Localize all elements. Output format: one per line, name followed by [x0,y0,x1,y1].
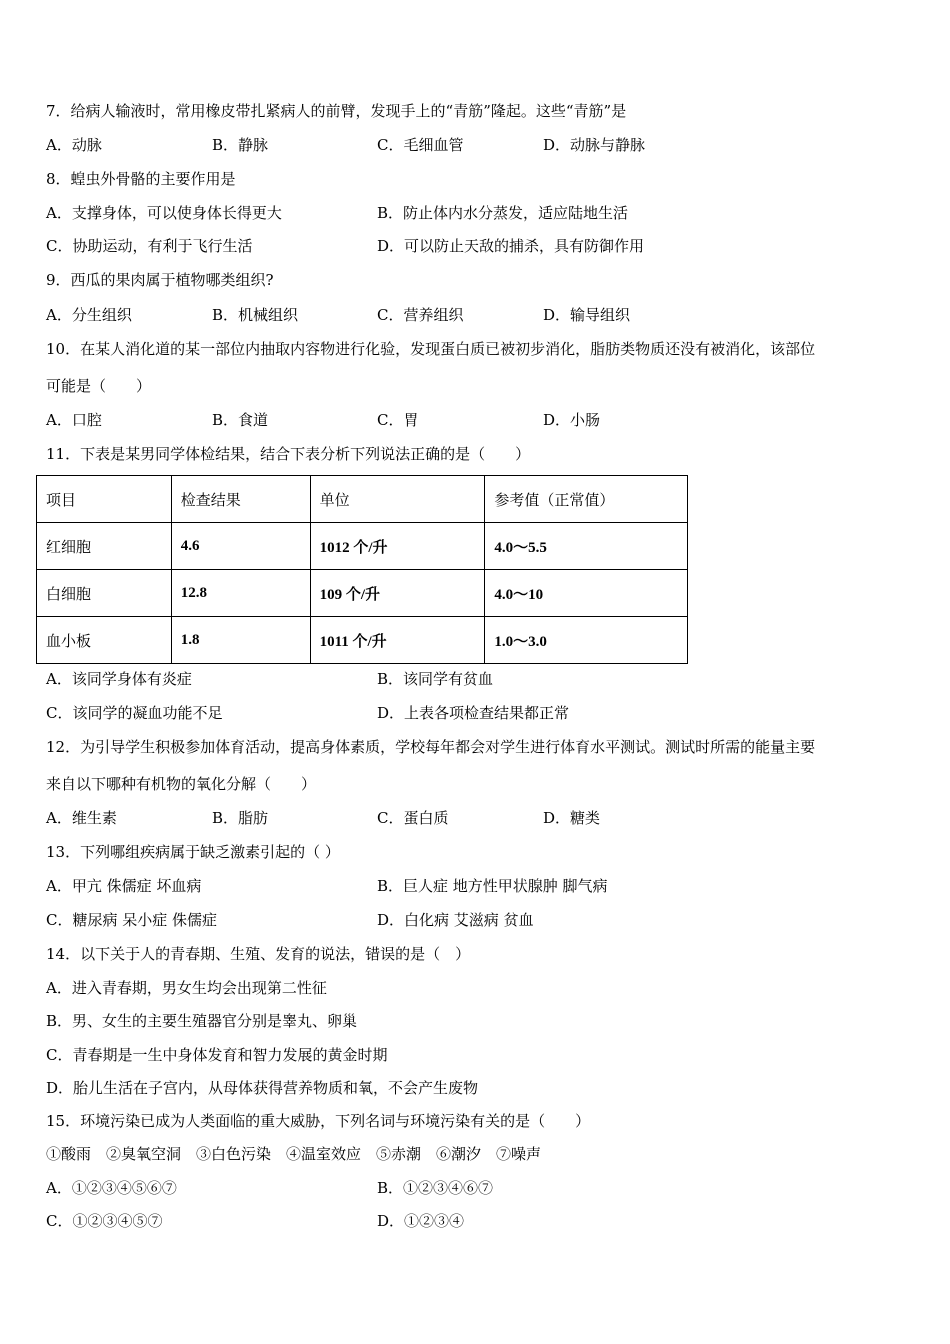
question-11-option-c[interactable]: C．该同学的凝血功能不足 [46,704,223,722]
question-10-option-c[interactable]: C．胃 [377,411,419,429]
question-11-option-d[interactable]: D．上表各项检查结果都正常 [377,704,570,722]
question-12-stem-line1: 12．为引导学生积极参加体育活动，提高身体素质，学校每年都会对学生进行体育水平测试。测试时所需的能量主要 [46,738,816,756]
question-15-option-b[interactable]: B．①②③④⑥⑦ [377,1179,494,1197]
question-10-option-b[interactable]: B．食道 [212,411,269,429]
table-header-cell: 参考值（正常值） [485,476,688,523]
question-9-option-d[interactable]: D．输导组织 [543,306,631,324]
question-9-stem: 9．西瓜的果肉属于植物哪类组织? [46,271,274,289]
question-7-option-a[interactable]: A．动脉 [46,136,102,154]
question-8-option-d[interactable]: D．可以防止天敌的捕杀，具有防御作用 [377,237,645,255]
checkup-result-table [36,475,688,664]
table-cell: 1011 个/升 [310,617,485,664]
question-9-option-b[interactable]: B．机械组织 [212,306,299,324]
question-8-option-c[interactable]: C．协助运动，有利于飞行生活 [46,237,253,255]
question-12-stem-line2: 来自以下哪种有机物的氧化分解（ ） [46,775,317,793]
table-cell: 12.8 [171,570,310,617]
question-12-option-d[interactable]: D．糖类 [543,809,601,827]
question-15-stem: 15．环境污染已成为人类面临的重大威胁，下列名词与环境污染有关的是（ ） [46,1112,591,1130]
question-13-option-c[interactable]: C．糖尿病 呆小症 侏儒症 [46,911,218,929]
question-12-option-b[interactable]: B．脂肪 [212,809,269,827]
table-cell: 1012 个/升 [310,523,485,570]
question-15-option-d[interactable]: D．①②③④ [377,1212,465,1230]
question-9-option-c[interactable]: C．营养组织 [377,306,464,324]
question-13-option-b[interactable]: B．巨人症 地方性甲状腺肿 脚气病 [377,877,608,895]
question-10-option-a[interactable]: A．口腔 [46,411,102,429]
question-14-option-c[interactable]: C．青春期是一生中身体发育和智力发展的黄金时期 [46,1046,388,1064]
table-cell: 白细胞 [37,570,172,617]
question-11-option-a[interactable]: A．该同学身体有炎症 [46,670,192,688]
question-15-option-a[interactable]: A．①②③④⑤⑥⑦ [46,1179,177,1197]
question-7-option-d[interactable]: D．动脉与静脉 [543,136,646,154]
table-header-row [37,476,688,523]
table-cell: 1.0～3.0 [485,617,688,664]
question-7-option-c[interactable]: C．毛细血管 [377,136,464,154]
table-row [37,570,688,617]
question-8-option-b[interactable]: B．防止体内水分蒸发，适应陆地生活 [377,204,629,222]
question-13-option-a[interactable]: A．甲亢 侏儒症 坏血病 [46,877,202,895]
table-cell: 109 个/升 [310,570,485,617]
table-cell: 红细胞 [37,523,172,570]
table-header-cell: 检查结果 [171,476,310,523]
question-9-option-a[interactable]: A．分生组织 [46,306,132,324]
question-8-option-a[interactable]: A．支撑身体，可以使身体长得更大 [46,204,282,222]
question-14-option-b[interactable]: B．男、女生的主要生殖器官分别是睾丸、卵巢 [46,1012,358,1030]
question-14-stem: 14．以下关于人的青春期、生殖、发育的说法，错误的是（ ） [46,945,471,963]
table-cell: 血小板 [37,617,172,664]
question-13-option-d[interactable]: D．白化病 艾滋病 贫血 [377,911,534,929]
table-cell: 4.0～10 [485,570,688,617]
question-14-option-a[interactable]: A．进入青春期，男女生均会出现第二性征 [46,979,327,997]
question-7-option-b[interactable]: B．静脉 [212,136,269,154]
table-header-cell: 单位 [310,476,485,523]
question-8-stem: 8．蝗虫外骨骼的主要作用是 [46,170,236,188]
table-cell: 4.6 [171,523,310,570]
question-12-option-c[interactable]: C．蛋白质 [377,809,449,827]
table-cell: 4.0～5.5 [485,523,688,570]
question-11-stem: 11．下表是某男同学体检结果，结合下表分析下列说法正确的是（ ） [46,445,531,463]
table-row [37,523,688,570]
question-15-option-c[interactable]: C．①②③④⑤⑦ [46,1212,163,1230]
question-15-terms: ①酸雨 ②臭氧空洞 ③白色污染 ④温室效应 ⑤赤潮 ⑥潮汐 ⑦噪声 [46,1145,542,1163]
question-10-option-d[interactable]: D．小肠 [543,411,601,429]
question-13-stem: 13．下列哪组疾病属于缺乏激素引起的（ ） [46,843,340,861]
question-7-stem: 7．给病人输液时，常用橡皮带扎紧病人的前臂，发现手上的“青筋”隆起。这些“青筋”是 [46,102,627,120]
table-row [37,617,688,664]
question-11-option-b[interactable]: B．该同学有贫血 [377,670,494,688]
question-12-option-a[interactable]: A．维生素 [46,809,117,827]
question-10-stem-line2: 可能是（ ） [46,377,152,395]
table-cell: 1.8 [171,617,310,664]
question-14-option-d[interactable]: D．胎儿生活在子宫内，从母体获得营养物质和氧，不会产生废物 [46,1079,479,1097]
table-header-cell: 项目 [37,476,172,523]
question-10-stem-line1: 10．在某人消化道的某一部位内抽取内容物进行化验，发现蛋白质已被初步消化，脂肪类物质还没有被消化，该部位 [46,340,816,358]
